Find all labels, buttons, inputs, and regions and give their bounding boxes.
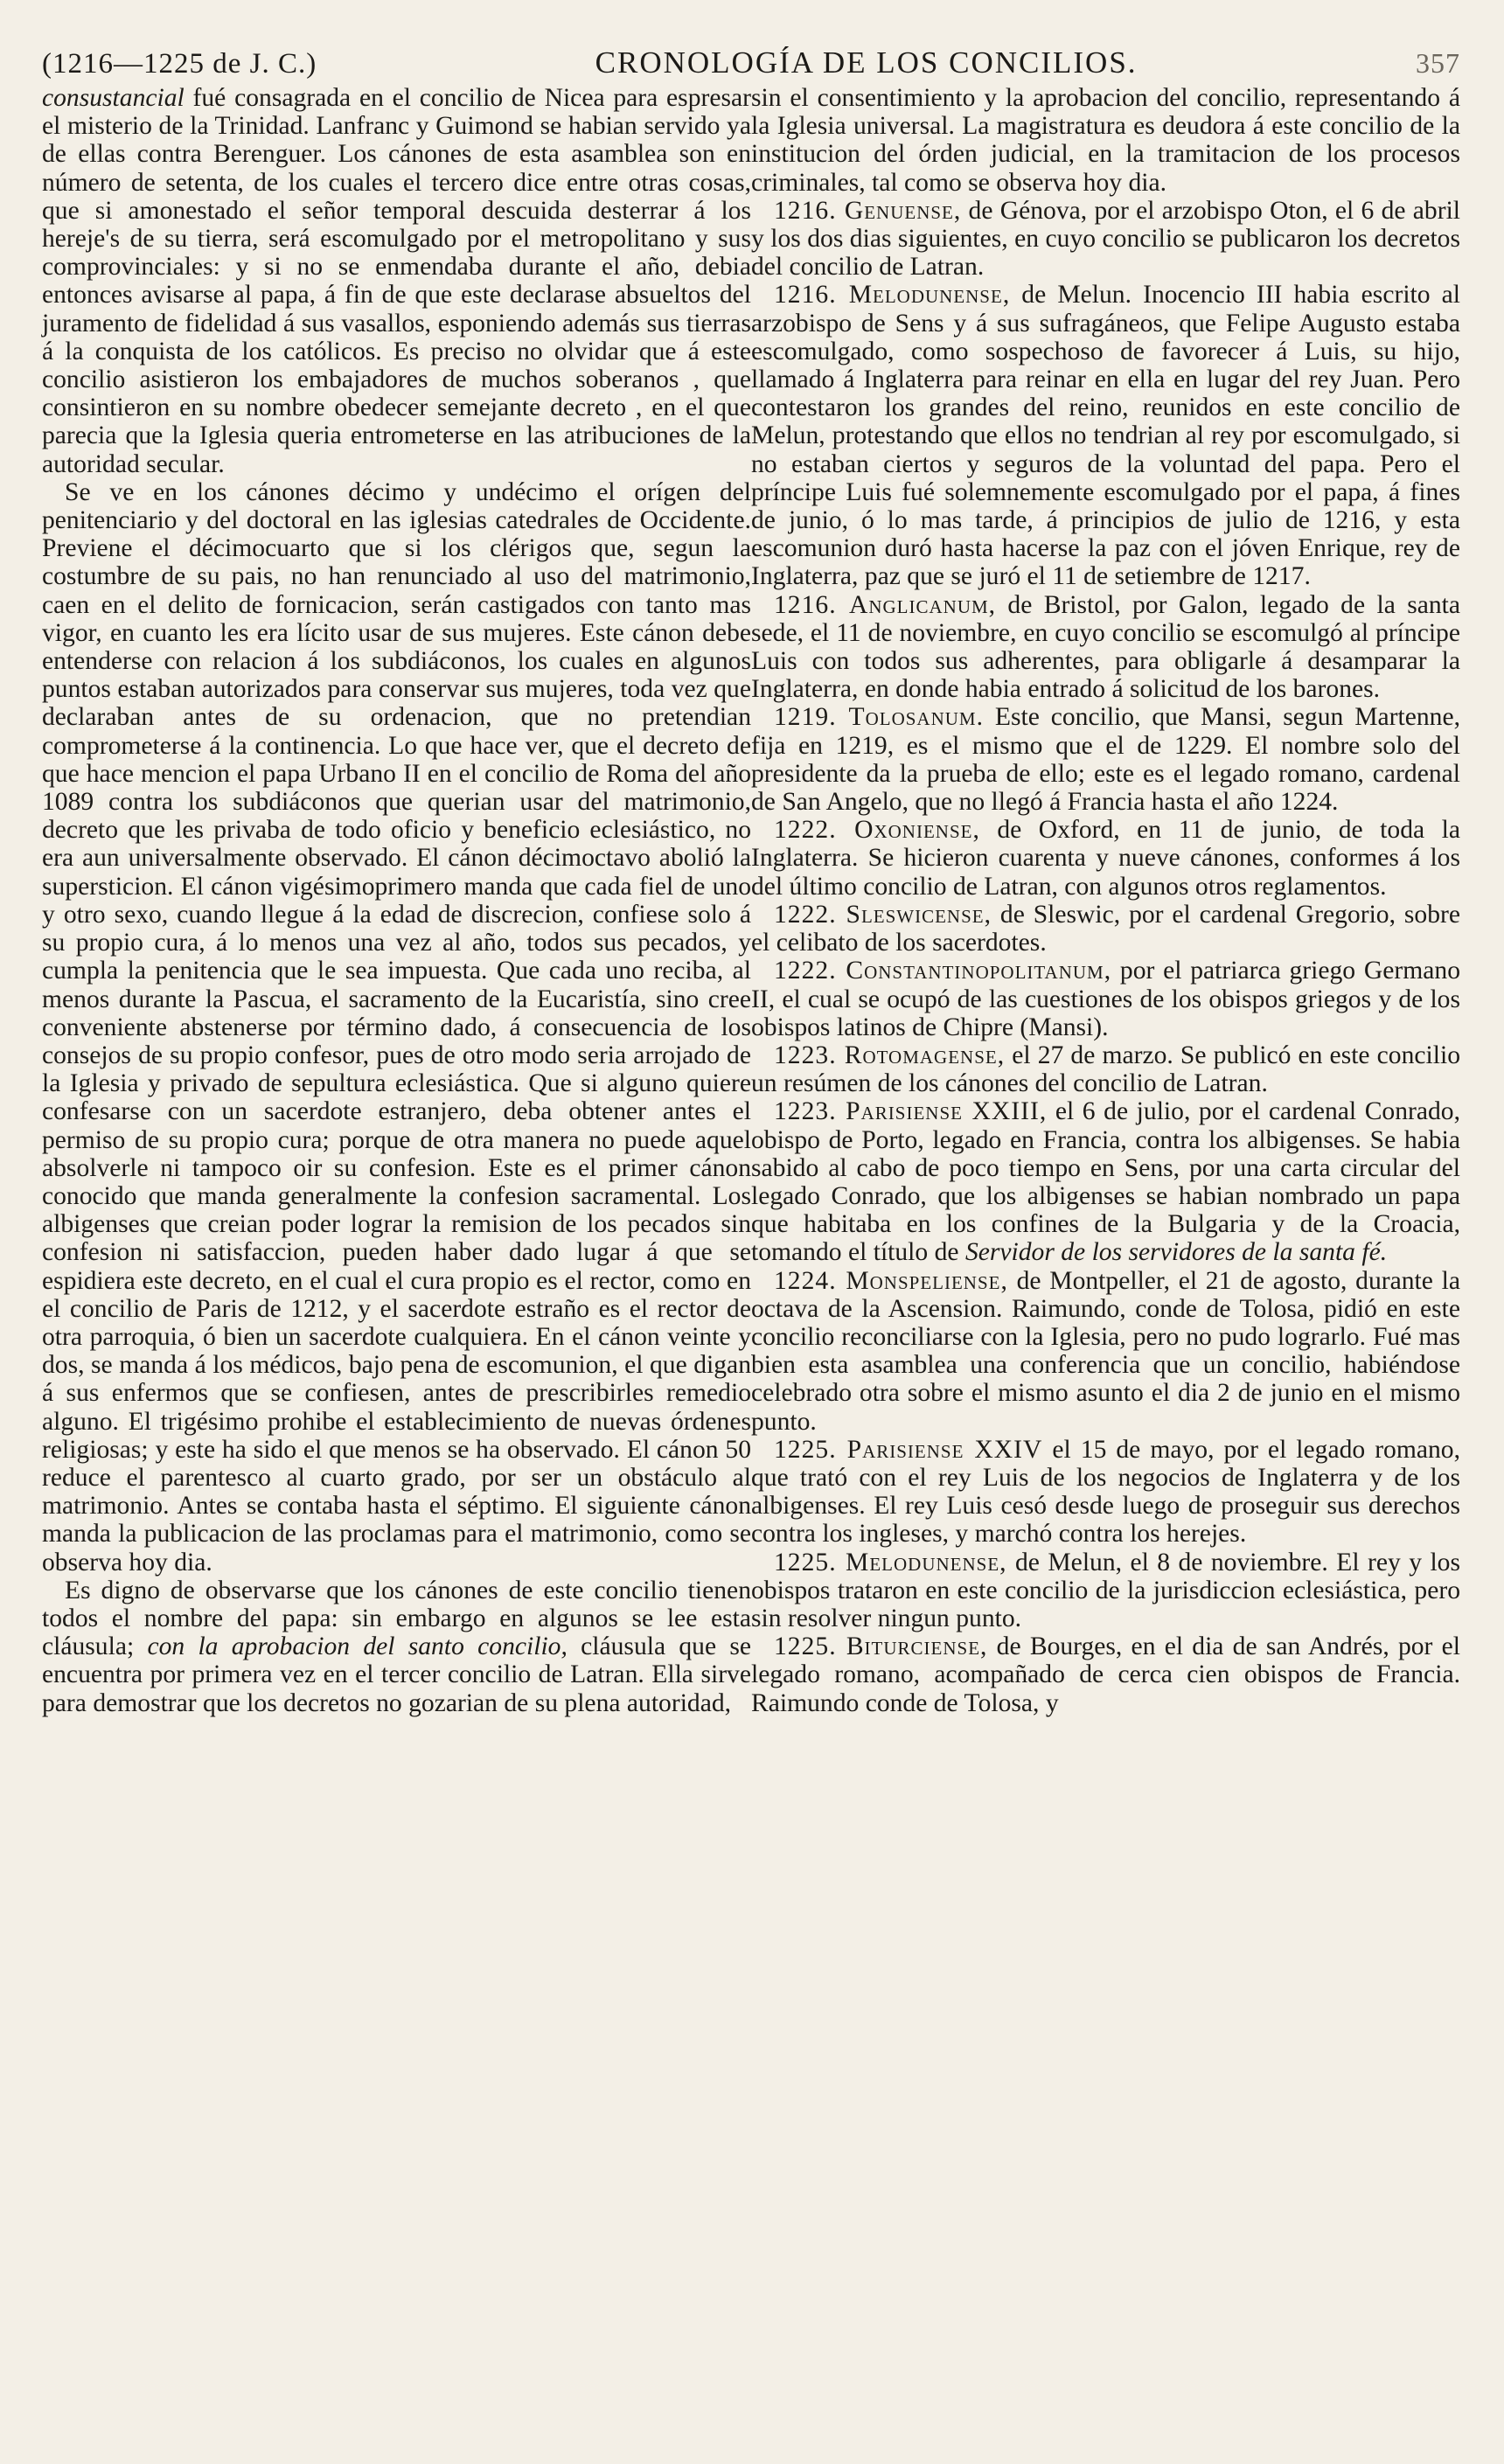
paragraph	[42, 84, 751, 478]
entry-year: 1223.	[774, 1097, 846, 1126]
council-entry	[751, 901, 1460, 957]
council-entry	[751, 1267, 1460, 1436]
entry-council-name: Constantinopolitanum,	[846, 957, 1112, 985]
entry-text: de Sleswic, por el cardenal Gregorio, sobre el celibato de los sacerdotes.	[751, 900, 1460, 957]
right-column	[751, 84, 1460, 1717]
council-entry	[751, 591, 1460, 704]
entry-text: de Melun, el 8 de noviembre. El rey y los obispos trataron en este concilio de la jurisdiccion eclesiástica, pero sin resolver ningun punto.	[751, 1548, 1460, 1632]
entry-text: de Oxford, en 11 de junio, de toda la Inglaterra. Se hicieron cuarenta y nueve cánones, conformes á los del último concilio de Latran, con algunos otros reglamentos.	[751, 816, 1460, 901]
council-entry	[751, 1549, 1460, 1633]
entry-text: el 27 de marzo. Se publicó en este concilio un resúmen de los cánones del concilio de Latran.	[751, 1041, 1461, 1098]
entry-text: Este concilio, que Mansi, segun Martenne, fija en 1219, es el mismo que el de 1229. El nombre solo del presidente da la prueba de ello; este es el legado romano, cardenal de San Angelo, que no llegó á Francia hasta el año 1224.	[751, 703, 1461, 817]
entry-council-name: Sleswicense,	[846, 900, 992, 929]
entry-council-name: Genuense,	[844, 196, 962, 225]
paragraph-text: fué consagrada en el concilio de Nicea para espresar el misterio de la Trinidad. Lanfranc y Guimond se habian servido ya de ellas contra Berenguer. Los cánones de esta asamblea son en número de setenta, de los cuales el tercero dice entre otras cosas, que si amonestado el señor temporal descuida desterrar á los hereje's de su tierra, será escomulgado por el metropolitano y sus comprovinciales: y si no se enmendaba durante el año, debia entonces avisarse al papa, á fin de que este declarase absueltos del juramento de fidelidad á sus vasallos, esponiendo además sus tierras á la conquista de los católicos. Es preciso no olvidar que á este concilio asistieron los embajadores de muchos soberanos , que consintieron en su nombre obedecer semejante decreto , en el que parecia que la Iglesia queria entrometerse en las atribuciones de la autoridad secular.	[42, 84, 751, 478]
entry-council-name: Melodunense,	[848, 281, 1011, 310]
entry-text: de Melun. Inocencio III habia escrito al arzobispo de Sens y á sus sufragáneos, que Felipe Augusto estaba escomulgado, como sospechoso de favorecer á Luis, su hijo, llamado á Inglaterra para reinar en ella en lugar del rey Juan. Pero contestaron los grandes del reino, reunidos en este concilio de Melun, protestando que ellos no tendrian al rey por escomulgado, si no estaban ciertos y seguros de la voluntad del papa. Pero el príncipe Luis fué solemnemente escomulgado por el papa, á fines de junio, ó lo mas tarde, á principios de julio de 1216, y esta escomunion duró hasta hacerse la paz con el jóven Enrique, rey de Inglaterra, paz que se juró el 11 de setiembre de 1217.	[751, 281, 1461, 591]
entry-italic: Servidor de los servidores de la santa fé.	[964, 1238, 1388, 1267]
entry-year: 1225.	[774, 1435, 847, 1464]
entry-council-name: Parisiense XXIII,	[846, 1097, 1048, 1126]
entry-text: de Bourges, en el dia de san Andrés, por el legado romano, acompañado de cerca cien obispos de Francia. Raimundo conde de Tolosa, y	[751, 1632, 1460, 1717]
page-number: 357	[1415, 47, 1460, 79]
italic-quote: con la aprobacion del santo concilio,	[147, 1632, 567, 1661]
entry-council-name: Biturciense,	[846, 1632, 988, 1661]
paragraph-text: Se ve en los cánones décimo y undécimo el orígen del penitenciario y del doctoral en las iglesias catedrales de Occidente. Previene el décimocuarto que si los clérigos que, segun la costumbre de su pais, no han renunciado al uso del matrimonio, caen en el delito de fornicacion, serán castigados con tanto mas vigor, en cuanto les era lícito usar de sus mujeres. Este cánon debe entenderse con relacion á los subdiáconos, los cuales en algunos puntos estaban autorizados para conservar sus mujeres, toda vez que declaraban antes de su ordenacion, que no pretendian comprometerse á la continencia. Lo que hace ver, que el decreto de que hace mencion el papa Urbano II en el concilio de Roma del año 1089 contra los subdiáconos que querian usar del matrimonio, decreto que les privaba de todo oficio y beneficio eclesiástico, no era aun universalmente observado. El cánon décimoctavo abolió la supersticion. El cánon vigésimoprimero manda que cada fiel de uno y otro sexo, cuando llegue á la edad de discrecion, confiese solo á su propio cura, á lo menos una vez al año, todos sus pecados, y cumpla la penitencia que le sea impuesta. Que cada uno reciba, al menos durante la Pascua, el sacramento de la Eucaristía, sino cree conveniente abstenerse por término dado, á consecuencia de los consejos de su propio confesor, pues de otro modo seria arrojado de la Iglesia y privado de sepultura eclesiástica. Que si alguno quiere confesarse con un sacerdote estranjero, deba obtener antes el permiso de su propio cura; porque de otra manera no puede aquel absolverle ni tampoco oir su confesion. Este es el primer cánon conocido que manda generalmente la confesion sacramental. Los albigenses que creian poder lograr la remision de los pecados sin confesion ni satisfaccion, pueden haber dado lugar á que se espidiera este decreto, en el cual el cura propio es el rector, como en el concilio de Paris de 1212, y el sacerdote estraño es el rector de otra parroquia, ó bien un sacerdote cualquiera. En el cánon veinte y dos, se manda á los médicos, bajo pena de escomunion, el que digan á sus enfermos que se confiesen, antes de prescribirles remedio alguno. El trigésimo prohibe el establecimiento de nuevas órdenes religiosas; y este ha sido el que menos se ha observado. El cánon 50 reduce el parentesco al cuarto grado, por ser un obstáculo al matrimonio. Antes se contaba hasta el séptimo. El siguiente cánon manda la publicacion de las proclamas para el matrimonio, como se observa hoy dia.	[42, 477, 751, 1577]
paragraph	[42, 1577, 751, 1717]
continuation-paragraph: sin el consentimiento y la aprobacion del concilio, representando á la Iglesia universal. La magistratura es deudora á este concilio de la institucion del órden judicial, en la tramitacion de los procesos criminales, tal como se observa hoy dia.	[751, 84, 1460, 197]
council-entry	[751, 197, 1460, 282]
entry-council-name: Oxoniense,	[854, 816, 980, 845]
entry-text: de Génova, por el arzobispo Oton, el 6 de abril y los dos dias siguientes, en cuyo concilio se publicaron los decretos del concilio de Latran.	[751, 196, 1461, 282]
council-entries	[751, 197, 1460, 1717]
left-column	[42, 84, 751, 1717]
entry-text: de Montpeller, el 21 de agosto, durante la octava de la Ascension. Raimundo, conde de Tolosa, pidió en este concilio reconciliarse con la Iglesia, pero no pudo lograrlo. Fué mas bien esta asamblea una conferencia que un concilio, habiéndose celebrado otra sobre el mismo asunto el dia 2 de junio en el mismo punto.	[751, 1266, 1460, 1436]
council-entry	[751, 1632, 1460, 1717]
paragraph-text: cláusula que se encuentra por primera vez en el tercer concilio de Latran. Ella sirve para demostrar que los decretos no gozarian de su plena autoridad,	[42, 1632, 751, 1717]
entry-council-name: Anglicanum,	[848, 590, 997, 619]
council-entry	[751, 1041, 1460, 1097]
entry-council-name: Monspeliense,	[846, 1266, 1008, 1295]
text-columns	[42, 84, 1460, 1717]
entry-year: 1223.	[774, 1041, 845, 1069]
entry-council-name: Rotomagense,	[844, 1041, 1006, 1069]
entry-text: por el patriarca griego Germano II, el cual se ocupó de las cuestiones de los obispos griegos y de los obispos latinos de Chipre (Mansi).	[751, 957, 1460, 1041]
entry-year: 1216.	[774, 196, 845, 225]
entry-year: 1222.	[774, 957, 846, 985]
council-entry	[751, 816, 1460, 901]
entry-year: 1224.	[774, 1266, 846, 1295]
entry-council-name: Parisiense XXIV	[846, 1435, 1043, 1464]
council-entry	[751, 1097, 1460, 1266]
page-header	[42, 45, 1460, 80]
paragraph-text: Es digno de observarse que los cánones de este concilio tienen todos el nombre del papa: sin embargo en algunos se lee esta cláusula;	[42, 1576, 751, 1661]
entry-council-name: Tolosanum.	[848, 703, 984, 732]
entry-text: el 6 de julio, por el cardenal Conrado, obispo de Porto, legado en Francia, contra los albigenses. Se habia sabido al cabo de poco tiempo en Sens, por una carta circular del legado Conrado, que los albigenses se habian nombrado un papa que habitaba en los confines de la Bulgaria y de la Croacia, tomando el título de	[751, 1097, 1461, 1267]
paragraph	[42, 478, 751, 1577]
council-entry	[751, 957, 1460, 1041]
council-entry	[751, 1436, 1460, 1549]
entry-year: 1222.	[774, 816, 855, 845]
header-title: CRONOLOGÍA DE LOS CONCILIOS.	[595, 45, 1138, 80]
entry-year: 1225.	[774, 1632, 846, 1661]
entry-council-name: Melodunense,	[846, 1548, 1007, 1577]
header-date-range: (1216—1225 de J. C.)	[42, 48, 317, 80]
entry-text: de Bristol, por Galon, legado de la santa sede, el 11 de noviembre, en cuyo concilio se escomulgó al príncipe Luis con todos sus adherentes, para obligarle á desamparar la Inglaterra, en donde habia entrado á solicitud de los barones.	[751, 590, 1460, 704]
entry-year: 1222.	[774, 900, 846, 929]
entry-text: el 15 de mayo, por el legado romano, que trató con el rey Luis de los negocios de Inglaterra y de los albigenses. El rey Luis cesó desde luego de proseguir sus derechos contra los ingleses, y marchó contra los herejes.	[751, 1435, 1460, 1549]
entry-year: 1219.	[774, 703, 849, 732]
entry-year: 1216.	[774, 590, 849, 619]
council-entry	[751, 281, 1460, 590]
entry-year: 1225.	[774, 1548, 846, 1577]
italic-term: consustancial	[42, 84, 185, 112]
entry-year: 1216.	[774, 281, 849, 310]
council-entry	[751, 703, 1460, 816]
